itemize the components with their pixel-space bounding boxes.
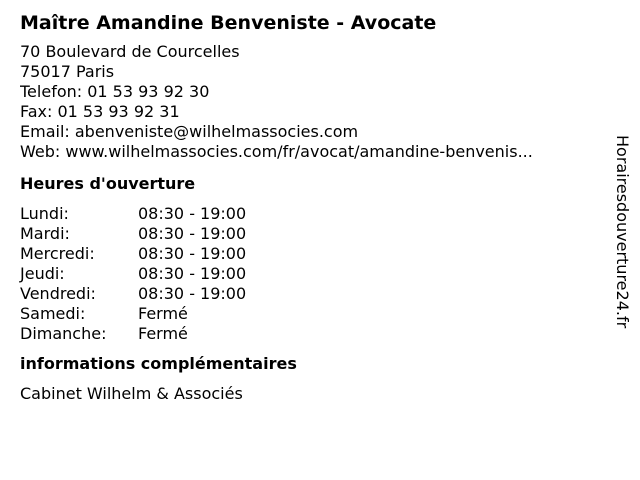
time-value: 08:30 - 19:00 — [138, 284, 247, 303]
city-postcode: 75017 Paris — [20, 62, 115, 81]
street-address: 70 Boulevard de Courcelles — [20, 42, 240, 61]
time-value: 08:30 - 19:00 — [138, 224, 247, 243]
hours-row-tuesday — [20, 224, 605, 244]
time-value: 08:30 - 19:00 — [138, 244, 247, 263]
extra-info-heading: informations complémentaires — [20, 354, 297, 373]
email-address: Email: abenveniste@wilhelmassocies.com — [20, 122, 359, 141]
time-value: Fermé — [138, 324, 188, 343]
time-value: 08:30 - 19:00 — [138, 264, 247, 283]
hours-row-saturday — [20, 304, 605, 324]
hours-row-sunday — [20, 324, 605, 344]
business-card — [20, 10, 605, 404]
day-label: Jeudi: — [20, 264, 65, 283]
business-title: Maître Amandine Benveniste - Avocate — [20, 12, 437, 34]
hours-row-thursday — [20, 264, 605, 284]
time-value: Fermé — [138, 304, 188, 323]
hours-heading: Heures d'ouverture — [20, 174, 196, 193]
site-brand-vertical: Horairesdouverture24.fr — [613, 135, 632, 329]
extra-info-text: Cabinet Wilhelm & Associés — [20, 384, 243, 403]
hours-row-friday — [20, 284, 605, 304]
hours-row-wednesday — [20, 244, 605, 264]
day-label: Samedi: — [20, 304, 86, 323]
day-label: Dimanche: — [20, 324, 107, 343]
fax-number: Fax: 01 53 93 92 31 — [20, 102, 180, 121]
opening-hours-list — [20, 204, 605, 344]
day-label: Vendredi: — [20, 284, 96, 303]
hours-row-monday — [20, 204, 605, 224]
phone-number: Telefon: 01 53 93 92 30 — [20, 82, 210, 101]
contact-info — [20, 42, 605, 162]
time-value: 08:30 - 19:00 — [138, 204, 247, 223]
day-label: Mardi: — [20, 224, 70, 243]
day-label: Lundi: — [20, 204, 69, 223]
day-label: Mercredi: — [20, 244, 95, 263]
website-url: Web: www.wilhelmassocies.com/fr/avocat/amandine-benvenis... — [20, 142, 533, 161]
